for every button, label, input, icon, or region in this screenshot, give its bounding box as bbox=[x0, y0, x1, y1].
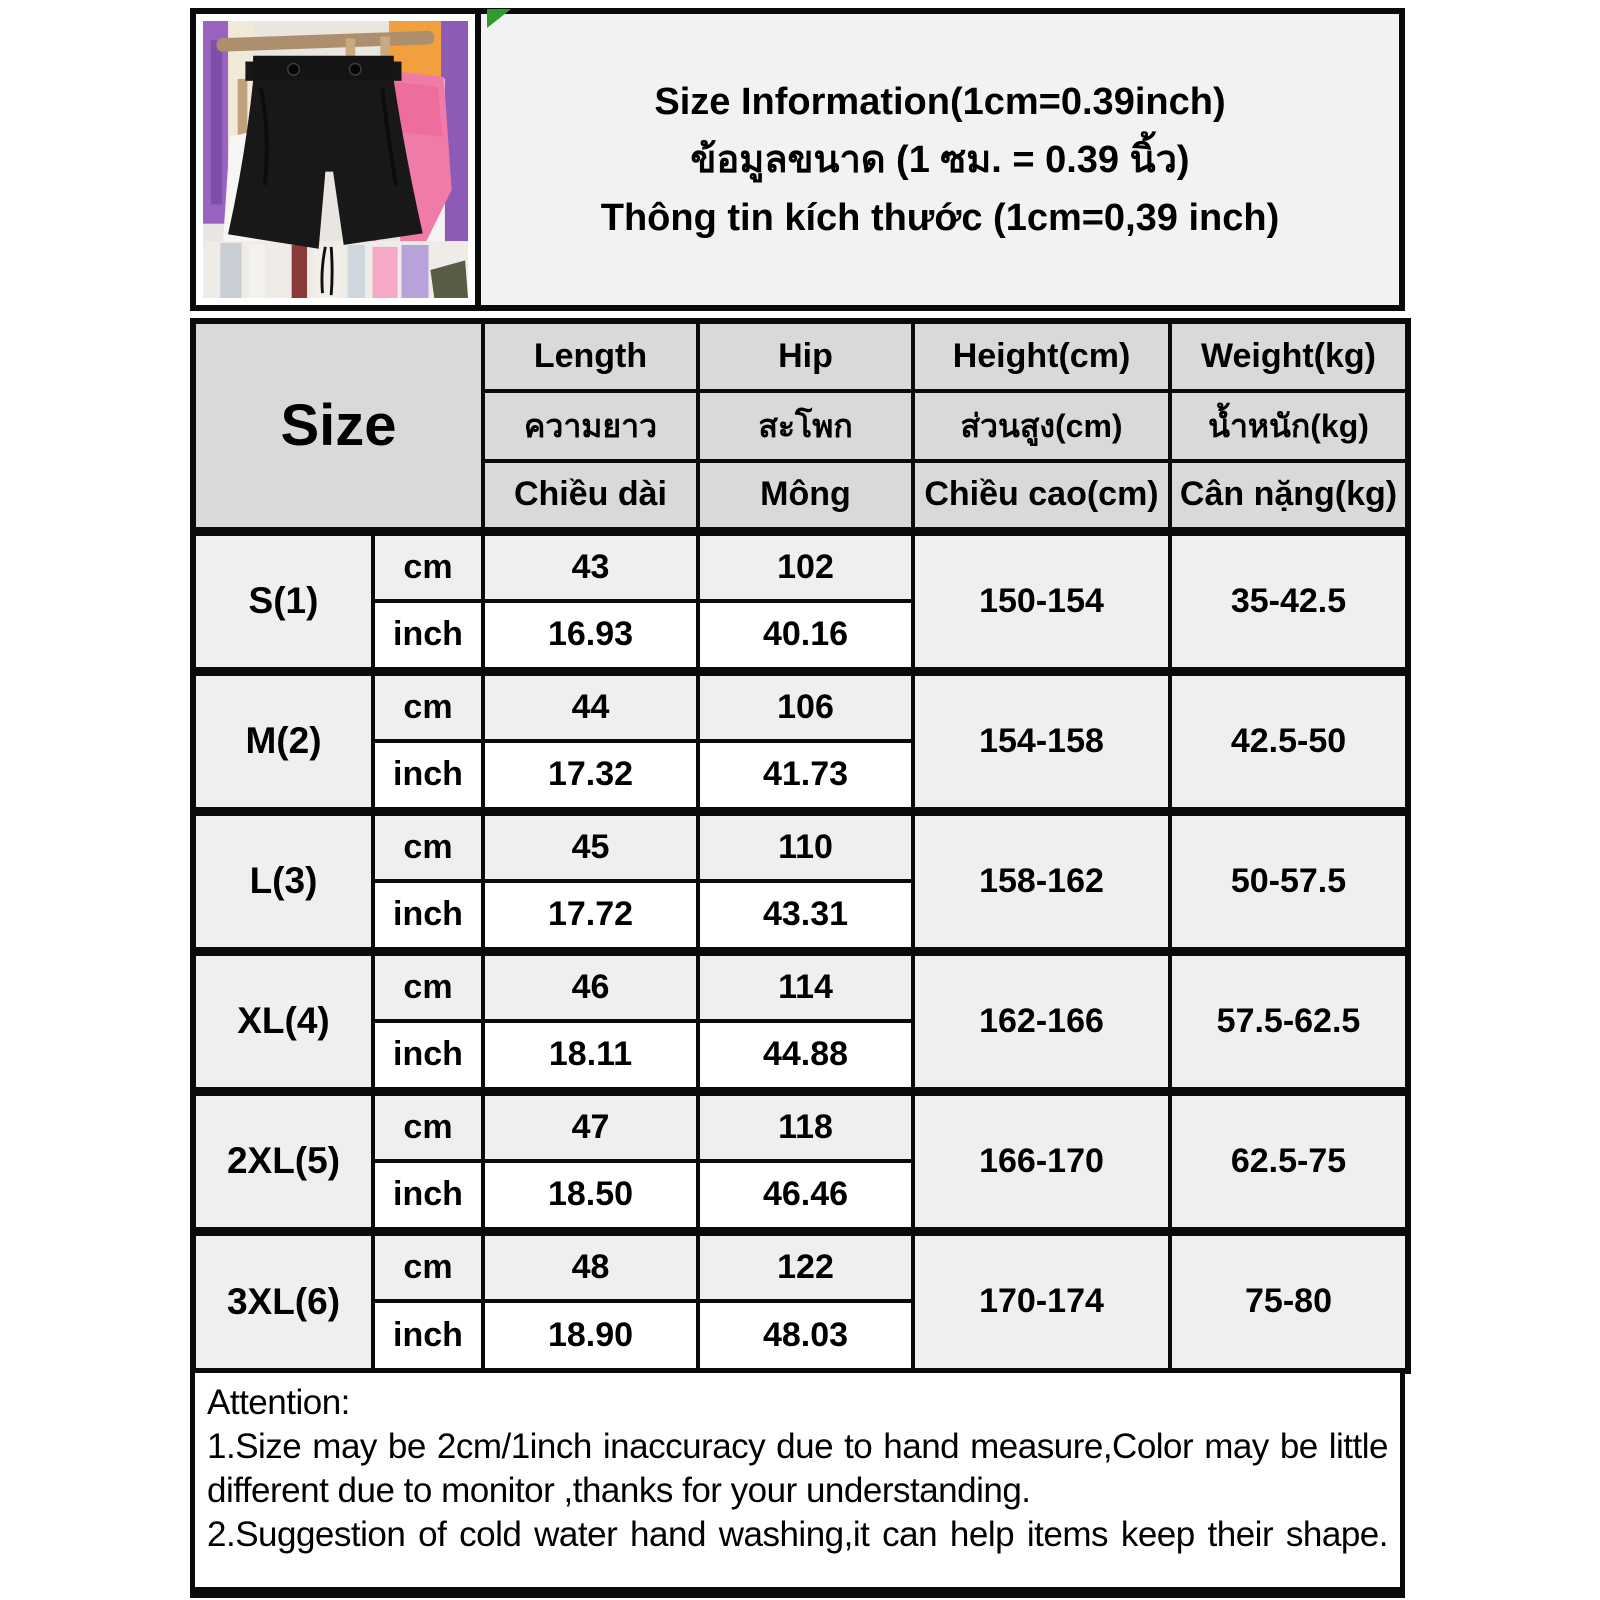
unit-label-cm: cm bbox=[373, 531, 483, 601]
size-label: 2XL(5) bbox=[193, 1091, 373, 1231]
height-range-value: 170-174 bbox=[913, 1231, 1170, 1371]
unit-label-cm: cm bbox=[373, 671, 483, 741]
hip-inch-value: 44.88 bbox=[698, 1021, 913, 1091]
unit-label-inch: inch bbox=[373, 881, 483, 951]
table-row bbox=[193, 1231, 1408, 1301]
height-range-value: 154-158 bbox=[913, 671, 1170, 811]
table-row bbox=[193, 1091, 1408, 1161]
col-header-length-en: Length bbox=[483, 321, 698, 391]
green-corner-triangle-icon bbox=[487, 9, 511, 28]
attention-note-line: 1.Size may be 2cm/1inch inaccuracy due to hand measure,Color may be little bbox=[207, 1427, 1388, 1466]
length-inch-value: 18.11 bbox=[483, 1021, 698, 1091]
hip-inch-value: 46.46 bbox=[698, 1161, 913, 1231]
table-row bbox=[193, 671, 1408, 741]
hip-cm-value: 106 bbox=[698, 671, 913, 741]
length-inch-value: 18.90 bbox=[483, 1301, 698, 1371]
unit-label-inch: inch bbox=[373, 1021, 483, 1091]
unit-label-cm: cm bbox=[373, 811, 483, 881]
attention-panel bbox=[190, 1368, 1405, 1598]
size-corner-header: Size bbox=[193, 321, 483, 531]
attention-note-line: 2.Suggestion of cold water hand washing,it can help items keep their shape. bbox=[207, 1515, 1388, 1554]
col-header-hip-th: สะโพก bbox=[698, 391, 913, 461]
unit-label-inch: inch bbox=[373, 741, 483, 811]
size-label: M(2) bbox=[193, 671, 373, 811]
hip-cm-value: 122 bbox=[698, 1231, 913, 1301]
col-header-hip-en: Hip bbox=[698, 321, 913, 391]
height-range-value: 158-162 bbox=[913, 811, 1170, 951]
length-cm-value: 44 bbox=[483, 671, 698, 741]
size-label: 3XL(6) bbox=[193, 1231, 373, 1371]
col-header-height-th: ส่วนสูง(cm) bbox=[913, 391, 1170, 461]
hip-cm-value: 118 bbox=[698, 1091, 913, 1161]
weight-range-value: 57.5-62.5 bbox=[1170, 951, 1408, 1091]
length-inch-value: 18.50 bbox=[483, 1161, 698, 1231]
col-header-weight-vi: Cân nặng(kg) bbox=[1170, 461, 1408, 531]
hip-cm-value: 102 bbox=[698, 531, 913, 601]
title-line-en: Size Information(1cm=0.39inch) bbox=[654, 80, 1226, 123]
hip-inch-value: 40.16 bbox=[698, 601, 913, 671]
length-cm-value: 45 bbox=[483, 811, 698, 881]
weight-range-value: 42.5-50 bbox=[1170, 671, 1408, 811]
size-table bbox=[190, 318, 1411, 1374]
col-header-length-th: ความยาว bbox=[483, 391, 698, 461]
weight-range-value: 35-42.5 bbox=[1170, 531, 1408, 671]
height-range-value: 162-166 bbox=[913, 951, 1170, 1091]
hip-inch-value: 48.03 bbox=[698, 1301, 913, 1371]
length-cm-value: 47 bbox=[483, 1091, 698, 1161]
col-header-length-vi: Chiều dài bbox=[483, 461, 698, 531]
product-photo-image bbox=[203, 21, 468, 298]
hip-cm-value: 114 bbox=[698, 951, 913, 1021]
hip-inch-value: 43.31 bbox=[698, 881, 913, 951]
unit-label-inch: inch bbox=[373, 601, 483, 671]
unit-label-cm: cm bbox=[373, 951, 483, 1021]
table-row bbox=[193, 951, 1408, 1021]
title-line-th: ข้อมูลขนาด (1 ซม. = 0.39 นิ้ว) bbox=[690, 138, 1190, 181]
unit-label-cm: cm bbox=[373, 1231, 483, 1301]
size-label: S(1) bbox=[193, 531, 373, 671]
col-header-height-en: Height(cm) bbox=[913, 321, 1170, 391]
unit-label-cm: cm bbox=[373, 1091, 483, 1161]
length-inch-value: 17.72 bbox=[483, 881, 698, 951]
table-row bbox=[193, 811, 1408, 881]
attention-heading: Attention: bbox=[207, 1383, 350, 1422]
height-range-value: 150-154 bbox=[913, 531, 1170, 671]
table-row bbox=[193, 531, 1408, 601]
size-label: L(3) bbox=[193, 811, 373, 951]
product-photo-panel bbox=[190, 8, 481, 311]
weight-range-value: 50-57.5 bbox=[1170, 811, 1408, 951]
title-panel bbox=[475, 8, 1405, 311]
unit-label-inch: inch bbox=[373, 1301, 483, 1371]
unit-label-inch: inch bbox=[373, 1161, 483, 1231]
attention-note-line: different due to monitor ,thanks for your understanding. bbox=[207, 1471, 1031, 1510]
title-line-vi: Thông tin kích thước (1cm=0,39 inch) bbox=[600, 196, 1280, 239]
hip-inch-value: 41.73 bbox=[698, 741, 913, 811]
weight-range-value: 62.5-75 bbox=[1170, 1091, 1408, 1231]
length-cm-value: 46 bbox=[483, 951, 698, 1021]
height-range-value: 166-170 bbox=[913, 1091, 1170, 1231]
col-header-hip-vi: Mông bbox=[698, 461, 913, 531]
length-cm-value: 43 bbox=[483, 531, 698, 601]
col-header-weight-th: น้ำหนัก(kg) bbox=[1170, 391, 1408, 461]
length-inch-value: 16.93 bbox=[483, 601, 698, 671]
col-header-weight-en: Weight(kg) bbox=[1170, 321, 1408, 391]
length-cm-value: 48 bbox=[483, 1231, 698, 1301]
weight-range-value: 75-80 bbox=[1170, 1231, 1408, 1371]
hip-cm-value: 110 bbox=[698, 811, 913, 881]
length-inch-value: 17.32 bbox=[483, 741, 698, 811]
col-header-height-vi: Chiều cao(cm) bbox=[913, 461, 1170, 531]
size-label: XL(4) bbox=[193, 951, 373, 1091]
